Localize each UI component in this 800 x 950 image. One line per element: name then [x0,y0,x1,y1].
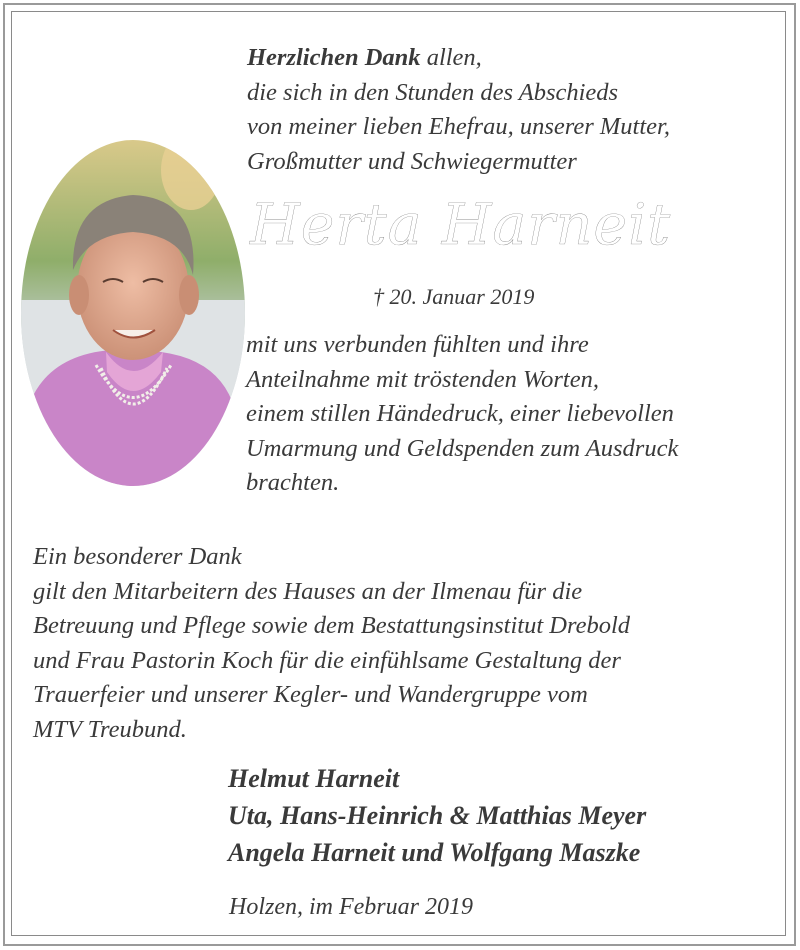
signer-name: Angela Harneit und Wolfgang Maszke [228,838,641,867]
portrait-photo [21,140,245,486]
signer-name: Helmut Harneit [228,764,400,793]
intro-line: Großmutter und Schwiegermutter [247,147,577,175]
middle-line: brachten. [246,469,340,496]
intro-text [247,41,670,179]
thanks-line: und Frau Pastorin Koch für die einfühlsame Gestaltung der [33,646,621,674]
middle-line: Anteilnahme mit tröstenden Worten, [246,365,599,393]
middle-line: einem stillen Händedruck, einer liebevollen [246,400,674,427]
intro-line: die sich in den Stunden des Abschieds [247,78,619,106]
middle-line: Umarmung und Geldspenden zum Ausdruck [246,434,679,462]
signer-name: Uta, Hans-Heinrich & Matthias Meyer [228,801,647,830]
intro-lead-rest: allen, [420,44,482,71]
thanks-line: MTV Treubund. [33,715,187,743]
intro-line: von meiner lieben Ehefrau, unserer Mutter, [247,113,670,140]
special-thanks-text [33,540,630,747]
death-date: † 20. Januar 2019 [373,284,535,309]
intro-line [247,41,670,76]
thanks-line: gilt den Mitarbeitern des Hauses an der Ilmenau für die [33,577,583,605]
place-and-date: Holzen, im Februar 2019 [229,894,473,920]
thanks-line: Trauerfeier und unserer Kegler- und Wandergruppe vom [33,681,588,708]
middle-text [246,328,678,501]
signers-block [228,760,646,871]
portrait-illustration [21,140,245,486]
middle-line: mit uns verbunden fühlten und ihre [246,331,589,358]
intro-bold-lead: Herzlichen Dank [247,44,421,71]
thanks-line: Betreuung und Pflege sowie dem Bestattungsinstitut Drebold [33,612,630,639]
thanks-line: Ein besonderer Dank [33,543,242,570]
deceased-name: Herta Harneit [250,192,672,258]
